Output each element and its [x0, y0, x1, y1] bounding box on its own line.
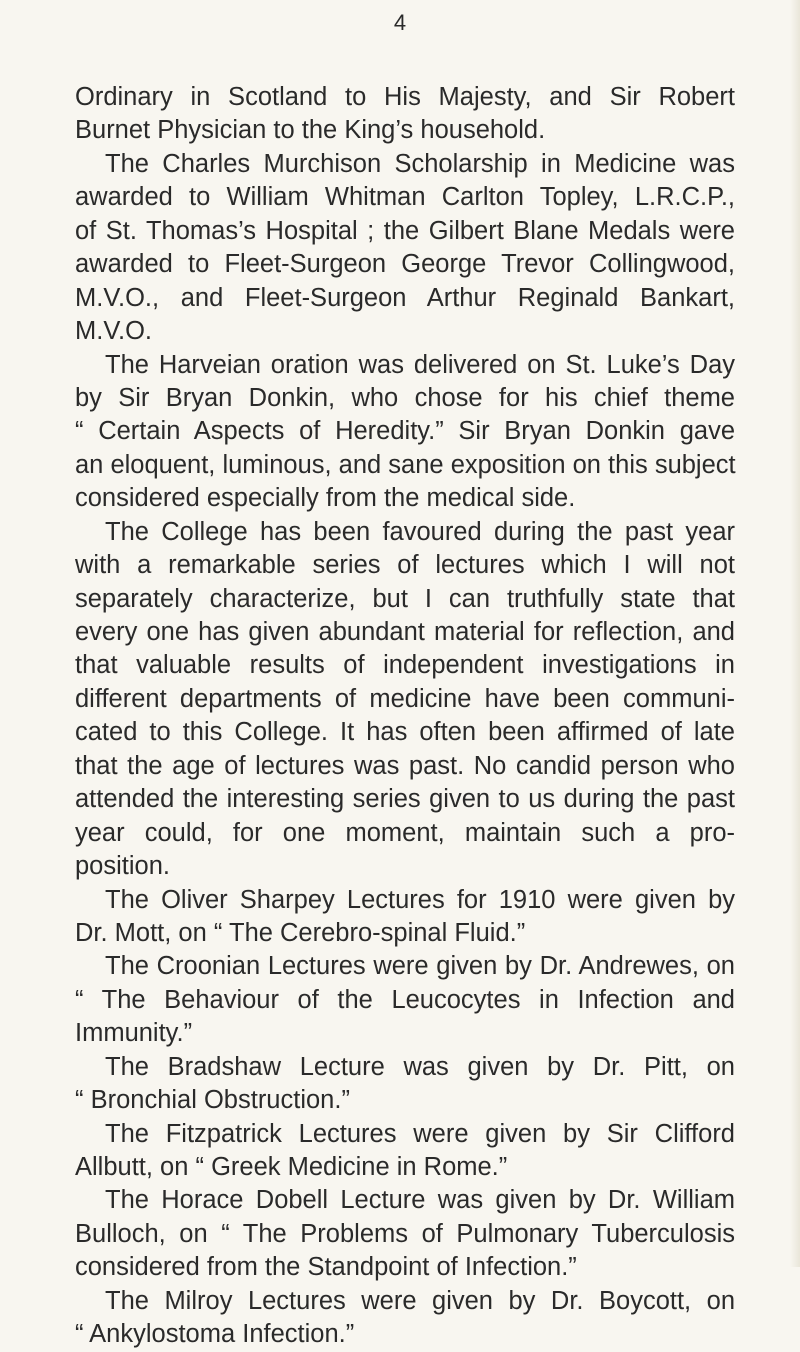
text-line: by Sir Bryan Donkin, who chose for his chief theme — [75, 383, 735, 412]
text-line: position. — [75, 852, 170, 881]
text-line: awarded to Fleet-Surgeon George Trevor Collingwood, — [75, 250, 735, 279]
text-line: The Charles Murchison Scholarship in Medicine was — [105, 149, 735, 178]
text-line: “ Bronchial Obstruction.” — [75, 1086, 350, 1115]
text-line: The Harveian oration was delivered on St. Luke’s Day — [105, 350, 735, 379]
text-line: with a remarkable series of lectures which I will not — [75, 551, 735, 580]
text-line: that the age of lectures was past. No candid person who — [75, 751, 735, 780]
text-line: The Horace Dobell Lecture was given by Dr. William — [105, 1186, 735, 1215]
text-line: Bulloch, on “ The Problems of Pulmonary Tuberculosis — [75, 1219, 735, 1248]
text-line: The Croonian Lectures were given by Dr. Andrewes, on — [105, 952, 735, 981]
text-line: Allbutt, on “ Greek Medicine in Rome.” — [75, 1153, 508, 1181]
page-number: 4 — [393, 10, 407, 35]
text-line: “ Certain Aspects of Heredity.” Sir Bryan Donkin gave — [75, 417, 735, 446]
text-line: separately characterize, but I can truthfully state that — [75, 584, 735, 613]
text-line: Burnet Physician to the King’s household. — [75, 116, 546, 145]
text-line: “ The Behaviour of the Leucocytes in Infection and — [75, 985, 735, 1014]
text-line: The Milroy Lectures were given by Dr. Boycott, on — [105, 1286, 735, 1315]
text-line: that valuable results of independent investigations in — [75, 651, 735, 680]
page-edge-shadow — [790, 0, 800, 1267]
text-line: different departments of medicine have been communi- — [75, 684, 735, 713]
text-line: The Fitzpatrick Lectures were given by Sir Clifford — [105, 1119, 735, 1148]
text-line: of St. Thomas’s Hospital ; the Gilbert Blane Medals were — [75, 216, 735, 245]
text-line: Immunity.” — [75, 1019, 193, 1048]
text-line: cated to this College. It has often been affirmed of late — [75, 718, 735, 747]
text-line: considered especially from the medical side. — [75, 484, 576, 513]
text-line: an eloquent, luminous, and sane exposition on this subject — [75, 450, 736, 479]
body-text — [75, 81, 735, 1352]
text-line: Dr. Mott, on “ The Cerebro-spinal Fluid.” — [75, 918, 526, 947]
text-line: year could, for one moment, maintain such a pro- — [75, 818, 735, 847]
text-line: The College has been favoured during the past year — [105, 517, 735, 546]
text-line: The Bradshaw Lecture was given by Dr. Pitt, on — [105, 1052, 735, 1081]
text-line: attended the interesting series given to us during the past — [75, 785, 735, 814]
text-line: M.V.O. — [75, 317, 152, 346]
text-line: The Oliver Sharpey Lectures for 1910 were given by — [105, 885, 735, 914]
text-line: awarded to William Whitman Carlton Topley, L.R.C.P., — [75, 183, 735, 212]
text-line: considered from the Standpoint of Infection.” — [75, 1253, 577, 1282]
text-line: Ordinary in Scotland to His Majesty, and Sir Robert — [75, 83, 735, 111]
text-line: “ Ankylostoma Infection.” — [75, 1320, 355, 1349]
text-line: every one has given abundant material for reflection, and — [75, 618, 735, 646]
text-line: M.V.O., and Fleet-Surgeon Arthur Reginald Bankart, — [75, 283, 735, 312]
